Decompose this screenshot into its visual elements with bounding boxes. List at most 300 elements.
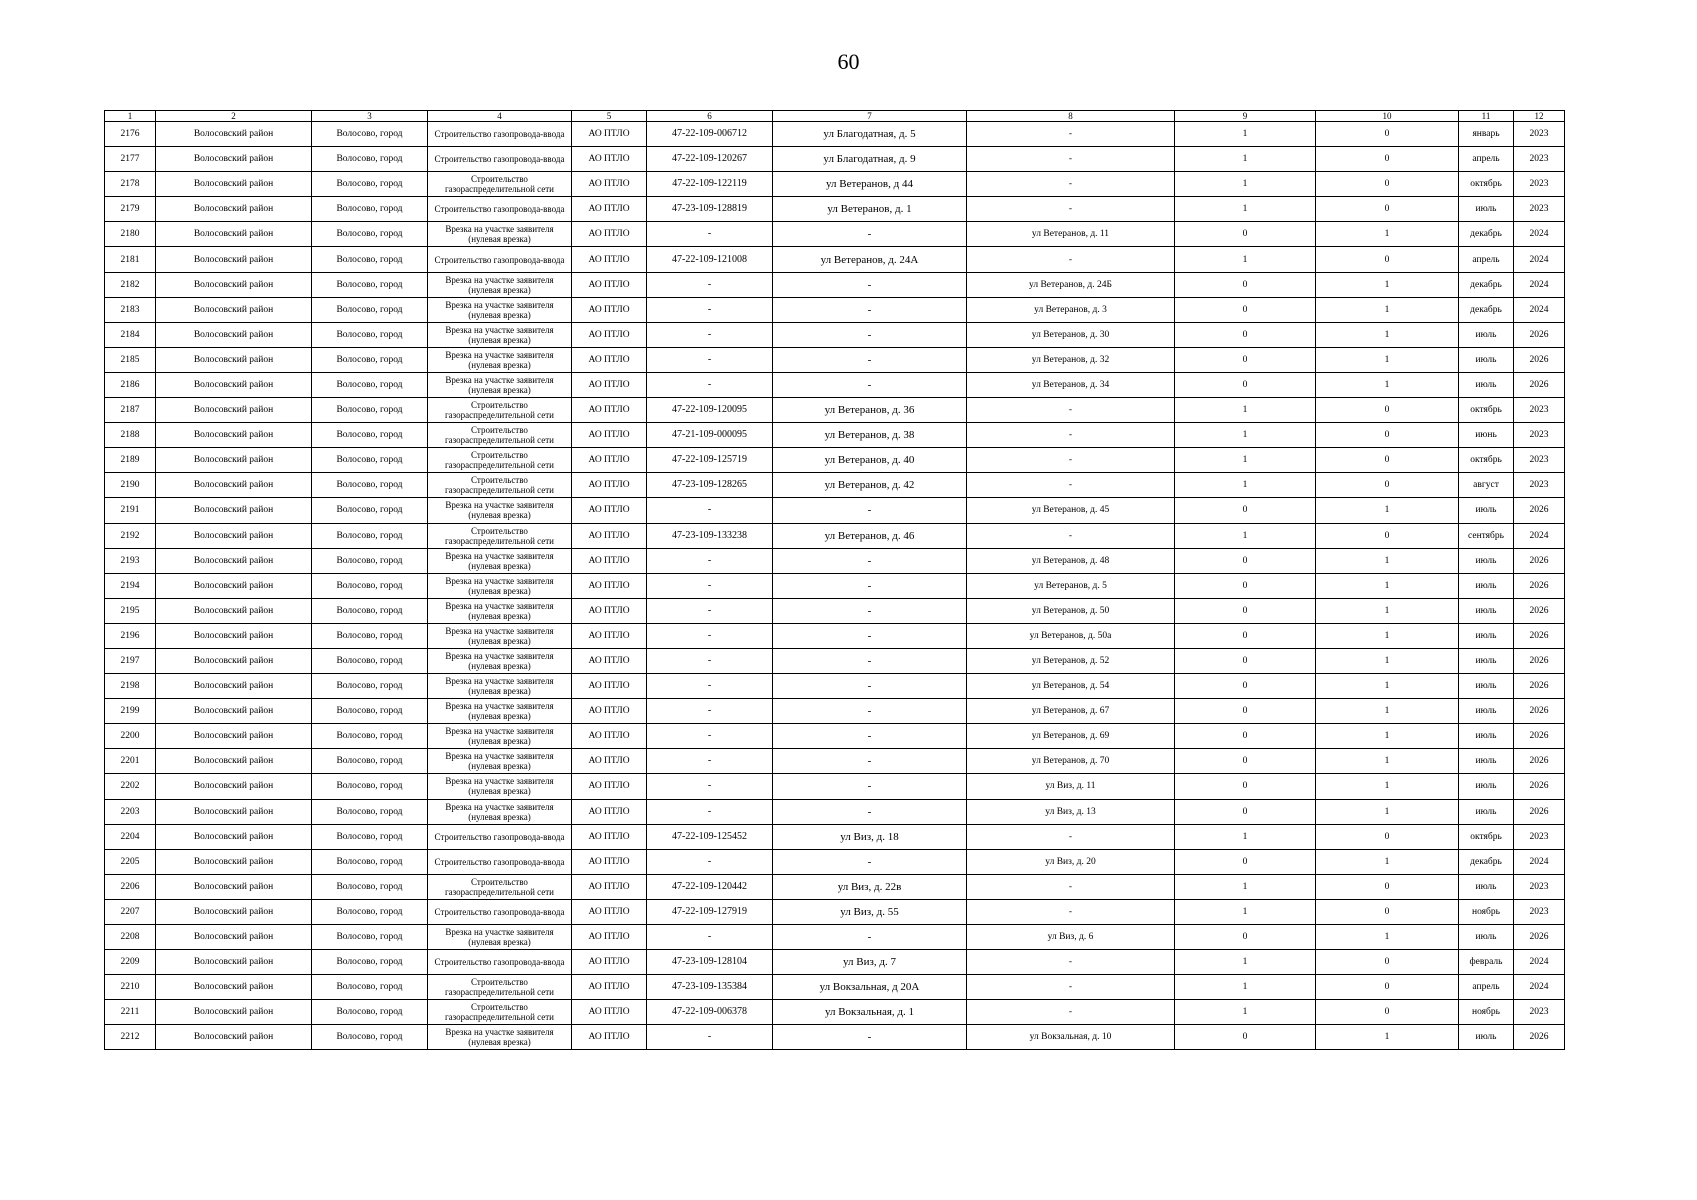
cell-district: Волосовский район <box>156 874 312 899</box>
cell-connection-address: ул Ветеранов, д. 70 <box>967 749 1175 774</box>
cell-month: февраль <box>1459 950 1514 975</box>
cell-district: Волосовский район <box>156 423 312 448</box>
cell-count-construction: 0 <box>1175 799 1316 824</box>
table-row <box>105 824 1565 849</box>
table-row <box>105 573 1565 598</box>
cell-work-type: Врезка на участке заявителя (нулевая врезка) <box>428 925 572 950</box>
cell-count-construction: 1 <box>1175 147 1316 172</box>
cell-settlement: Волосово, город <box>312 1000 428 1025</box>
cell-district: Волосовский район <box>156 824 312 849</box>
cell-district: Волосовский район <box>156 598 312 623</box>
cell-organization: АО ПТЛО <box>572 398 647 423</box>
table-row <box>105 498 1565 523</box>
cell-contract-number: 47-21-109-000095 <box>647 423 773 448</box>
cell-settlement: Волосово, город <box>312 598 428 623</box>
cell-count-tie-in: 1 <box>1316 297 1459 322</box>
cell-district: Волосовский район <box>156 523 312 548</box>
cell-count-tie-in: 0 <box>1316 899 1459 924</box>
cell-count-construction: 1 <box>1175 523 1316 548</box>
cell-work-type: Врезка на участке заявителя (нулевая врезка) <box>428 749 572 774</box>
cell-row-number: 2193 <box>105 548 156 573</box>
cell-contract-number: 47-22-109-006712 <box>647 122 773 147</box>
cell-settlement: Волосово, город <box>312 749 428 774</box>
cell-object-address: - <box>773 297 967 322</box>
cell-object-address: - <box>773 322 967 347</box>
cell-connection-address: - <box>967 423 1175 448</box>
cell-contract-number: - <box>647 749 773 774</box>
cell-organization: АО ПТЛО <box>572 899 647 924</box>
cell-object-address: ул Вокзальная, д. 1 <box>773 1000 967 1025</box>
cell-count-tie-in: 1 <box>1316 925 1459 950</box>
cell-month: июль <box>1459 724 1514 749</box>
cell-object-address: - <box>773 648 967 673</box>
cell-year: 2024 <box>1514 849 1565 874</box>
cell-row-number: 2212 <box>105 1025 156 1050</box>
cell-contract-number: 47-22-109-121008 <box>647 247 773 272</box>
cell-district: Волосовский район <box>156 297 312 322</box>
cell-row-number: 2178 <box>105 172 156 197</box>
cell-work-type: Строительство газопровода-ввода <box>428 849 572 874</box>
cell-connection-address: - <box>967 398 1175 423</box>
cell-contract-number: 47-23-109-128265 <box>647 473 773 498</box>
cell-object-address: - <box>773 849 967 874</box>
cell-count-tie-in: 0 <box>1316 423 1459 448</box>
cell-settlement: Волосово, город <box>312 874 428 899</box>
cell-connection-address: ул Ветеранов, д. 48 <box>967 548 1175 573</box>
cell-work-type: Врезка на участке заявителя (нулевая врезка) <box>428 548 572 573</box>
table-row <box>105 598 1565 623</box>
cell-contract-number: 47-23-109-133238 <box>647 523 773 548</box>
cell-month: июль <box>1459 774 1514 799</box>
cell-count-tie-in: 1 <box>1316 573 1459 598</box>
cell-year: 2026 <box>1514 925 1565 950</box>
cell-object-address: - <box>773 724 967 749</box>
cell-row-number: 2195 <box>105 598 156 623</box>
cell-connection-address: - <box>967 197 1175 222</box>
cell-connection-address: - <box>967 448 1175 473</box>
cell-count-construction: 1 <box>1175 1000 1316 1025</box>
cell-work-type: Строительство газораспределительной сети <box>428 398 572 423</box>
cell-district: Волосовский район <box>156 172 312 197</box>
cell-settlement: Волосово, город <box>312 172 428 197</box>
cell-organization: АО ПТЛО <box>572 975 647 1000</box>
cell-count-tie-in: 0 <box>1316 824 1459 849</box>
cell-object-address: ул Ветеранов, д. 1 <box>773 197 967 222</box>
table-row <box>105 899 1565 924</box>
cell-year: 2026 <box>1514 573 1565 598</box>
cell-connection-address: - <box>967 899 1175 924</box>
cell-settlement: Волосово, город <box>312 824 428 849</box>
cell-object-address: - <box>773 548 967 573</box>
cell-settlement: Волосово, город <box>312 1025 428 1050</box>
cell-count-tie-in: 1 <box>1316 347 1459 372</box>
cell-settlement: Волосово, город <box>312 548 428 573</box>
cell-row-number: 2187 <box>105 398 156 423</box>
cell-row-number: 2183 <box>105 297 156 322</box>
cell-district: Волосовский район <box>156 648 312 673</box>
cell-row-number: 2210 <box>105 975 156 1000</box>
cell-district: Волосовский район <box>156 347 312 372</box>
cell-row-number: 2211 <box>105 1000 156 1025</box>
cell-count-construction: 1 <box>1175 172 1316 197</box>
cell-contract-number: - <box>647 573 773 598</box>
cell-count-construction: 0 <box>1175 222 1316 247</box>
cell-organization: АО ПТЛО <box>572 824 647 849</box>
cell-district: Волосовский район <box>156 699 312 724</box>
cell-count-construction: 1 <box>1175 122 1316 147</box>
cell-row-number: 2188 <box>105 423 156 448</box>
cell-count-construction: 0 <box>1175 674 1316 699</box>
cell-count-construction: 1 <box>1175 448 1316 473</box>
cell-object-address: ул Ветеранов, д. 24А <box>773 247 967 272</box>
cell-connection-address: ул Вокзальная, д. 10 <box>967 1025 1175 1050</box>
cell-row-number: 2176 <box>105 122 156 147</box>
cell-contract-number: - <box>647 674 773 699</box>
cell-row-number: 2201 <box>105 749 156 774</box>
cell-connection-address: ул Ветеранов, д. 34 <box>967 372 1175 397</box>
cell-count-tie-in: 0 <box>1316 1000 1459 1025</box>
cell-month: июль <box>1459 498 1514 523</box>
cell-work-type: Врезка на участке заявителя (нулевая врезка) <box>428 347 572 372</box>
cell-month: ноябрь <box>1459 1000 1514 1025</box>
cell-contract-number: - <box>647 648 773 673</box>
cell-count-construction: 0 <box>1175 724 1316 749</box>
cell-settlement: Волосово, город <box>312 623 428 648</box>
cell-settlement: Волосово, город <box>312 498 428 523</box>
cell-year: 2026 <box>1514 322 1565 347</box>
cell-contract-number: - <box>647 774 773 799</box>
cell-district: Волосовский район <box>156 1000 312 1025</box>
cell-settlement: Волосово, город <box>312 448 428 473</box>
cell-month: апрель <box>1459 147 1514 172</box>
cell-district: Волосовский район <box>156 925 312 950</box>
cell-count-construction: 1 <box>1175 975 1316 1000</box>
cell-connection-address: - <box>967 122 1175 147</box>
cell-settlement: Волосово, город <box>312 222 428 247</box>
cell-object-address: ул Виз, д. 7 <box>773 950 967 975</box>
cell-count-tie-in: 0 <box>1316 874 1459 899</box>
cell-connection-address: ул Ветеранов, д. 69 <box>967 724 1175 749</box>
column-header: 2 <box>156 111 312 122</box>
table-row <box>105 423 1565 448</box>
cell-organization: АО ПТЛО <box>572 849 647 874</box>
cell-count-construction: 1 <box>1175 423 1316 448</box>
cell-district: Волосовский район <box>156 724 312 749</box>
cell-count-construction: 0 <box>1175 648 1316 673</box>
cell-count-construction: 0 <box>1175 925 1316 950</box>
cell-object-address: - <box>773 1025 967 1050</box>
cell-month: июль <box>1459 372 1514 397</box>
cell-connection-address: - <box>967 247 1175 272</box>
cell-year: 2023 <box>1514 1000 1565 1025</box>
cell-month: июль <box>1459 347 1514 372</box>
cell-month: июль <box>1459 749 1514 774</box>
cell-contract-number: 47-23-109-128104 <box>647 950 773 975</box>
cell-count-tie-in: 1 <box>1316 623 1459 648</box>
cell-object-address: - <box>773 498 967 523</box>
cell-contract-number: - <box>647 372 773 397</box>
cell-row-number: 2185 <box>105 347 156 372</box>
cell-object-address: ул Виз, д. 55 <box>773 899 967 924</box>
column-header: 7 <box>773 111 967 122</box>
cell-month: декабрь <box>1459 272 1514 297</box>
cell-organization: АО ПТЛО <box>572 372 647 397</box>
cell-district: Волосовский район <box>156 473 312 498</box>
cell-work-type: Врезка на участке заявителя (нулевая врезка) <box>428 648 572 673</box>
cell-organization: АО ПТЛО <box>572 122 647 147</box>
cell-contract-number: 47-22-109-125452 <box>647 824 773 849</box>
cell-connection-address: ул Виз, д. 13 <box>967 799 1175 824</box>
cell-district: Волосовский район <box>156 247 312 272</box>
cell-count-construction: 0 <box>1175 623 1316 648</box>
cell-month: декабрь <box>1459 849 1514 874</box>
cell-district: Волосовский район <box>156 222 312 247</box>
cell-district: Волосовский район <box>156 548 312 573</box>
cell-work-type: Строительство газораспределительной сети <box>428 172 572 197</box>
cell-month: июль <box>1459 623 1514 648</box>
cell-object-address: ул Благодатная, д. 5 <box>773 122 967 147</box>
cell-count-construction: 0 <box>1175 297 1316 322</box>
cell-work-type: Строительство газораспределительной сети <box>428 423 572 448</box>
table-row <box>105 147 1565 172</box>
cell-organization: АО ПТЛО <box>572 598 647 623</box>
cell-organization: АО ПТЛО <box>572 523 647 548</box>
cell-object-address: - <box>773 774 967 799</box>
cell-count-tie-in: 1 <box>1316 699 1459 724</box>
cell-count-tie-in: 0 <box>1316 172 1459 197</box>
cell-month: июль <box>1459 648 1514 673</box>
cell-connection-address: ул Ветеранов, д. 5 <box>967 573 1175 598</box>
cell-month: сентябрь <box>1459 523 1514 548</box>
cell-object-address: ул Благодатная, д. 9 <box>773 147 967 172</box>
cell-settlement: Волосово, город <box>312 648 428 673</box>
cell-settlement: Волосово, город <box>312 423 428 448</box>
table-row <box>105 874 1565 899</box>
column-header: 3 <box>312 111 428 122</box>
cell-contract-number: - <box>647 925 773 950</box>
table-row <box>105 272 1565 297</box>
cell-object-address: - <box>773 347 967 372</box>
cell-district: Волосовский район <box>156 272 312 297</box>
cell-count-tie-in: 0 <box>1316 975 1459 1000</box>
cell-object-address: ул Виз, д. 22в <box>773 874 967 899</box>
cell-row-number: 2194 <box>105 573 156 598</box>
cell-count-tie-in: 1 <box>1316 674 1459 699</box>
cell-contract-number: 47-22-109-127919 <box>647 899 773 924</box>
cell-count-construction: 0 <box>1175 272 1316 297</box>
cell-work-type: Строительство газораспределительной сети <box>428 874 572 899</box>
cell-connection-address: ул Ветеранов, д. 24Б <box>967 272 1175 297</box>
cell-row-number: 2192 <box>105 523 156 548</box>
table-row <box>105 1000 1565 1025</box>
cell-work-type: Врезка на участке заявителя (нулевая врезка) <box>428 1025 572 1050</box>
cell-contract-number: - <box>647 347 773 372</box>
cell-work-type: Врезка на участке заявителя (нулевая врезка) <box>428 699 572 724</box>
cell-count-construction: 0 <box>1175 849 1316 874</box>
cell-count-tie-in: 1 <box>1316 548 1459 573</box>
cell-connection-address: ул Ветеранов, д. 30 <box>967 322 1175 347</box>
cell-settlement: Волосово, город <box>312 799 428 824</box>
cell-object-address: - <box>773 272 967 297</box>
cell-contract-number: - <box>647 849 773 874</box>
cell-contract-number: 47-22-109-122119 <box>647 172 773 197</box>
cell-organization: АО ПТЛО <box>572 724 647 749</box>
cell-month: октябрь <box>1459 398 1514 423</box>
cell-object-address: - <box>773 925 967 950</box>
cell-count-tie-in: 1 <box>1316 598 1459 623</box>
cell-contract-number: 47-22-109-006378 <box>647 1000 773 1025</box>
cell-month: июль <box>1459 548 1514 573</box>
cell-settlement: Волосово, город <box>312 297 428 322</box>
cell-work-type: Строительство газораспределительной сети <box>428 473 572 498</box>
cell-count-tie-in: 1 <box>1316 498 1459 523</box>
cell-work-type: Врезка на участке заявителя (нулевая врезка) <box>428 322 572 347</box>
cell-year: 2026 <box>1514 799 1565 824</box>
cell-organization: АО ПТЛО <box>572 473 647 498</box>
cell-object-address: - <box>773 222 967 247</box>
cell-year: 2023 <box>1514 423 1565 448</box>
table-row <box>105 197 1565 222</box>
table-row <box>105 297 1565 322</box>
cell-row-number: 2199 <box>105 699 156 724</box>
table-row <box>105 372 1565 397</box>
cell-connection-address: - <box>967 975 1175 1000</box>
cell-year: 2024 <box>1514 272 1565 297</box>
table-row <box>105 347 1565 372</box>
cell-district: Волосовский район <box>156 448 312 473</box>
cell-row-number: 2182 <box>105 272 156 297</box>
cell-row-number: 2203 <box>105 799 156 824</box>
cell-year: 2026 <box>1514 648 1565 673</box>
cell-work-type: Врезка на участке заявителя (нулевая врезка) <box>428 372 572 397</box>
cell-work-type: Врезка на участке заявителя (нулевая врезка) <box>428 573 572 598</box>
cell-object-address: ул Ветеранов, д. 38 <box>773 423 967 448</box>
cell-count-tie-in: 1 <box>1316 372 1459 397</box>
cell-settlement: Волосово, город <box>312 122 428 147</box>
cell-object-address: ул Ветеранов, д 44 <box>773 172 967 197</box>
cell-connection-address: ул Ветеранов, д. 52 <box>967 648 1175 673</box>
cell-count-construction: 0 <box>1175 749 1316 774</box>
cell-work-type: Строительство газораспределительной сети <box>428 448 572 473</box>
cell-contract-number: - <box>647 222 773 247</box>
cell-year: 2026 <box>1514 774 1565 799</box>
cell-object-address: ул Виз, д. 18 <box>773 824 967 849</box>
cell-month: октябрь <box>1459 172 1514 197</box>
cell-work-type: Врезка на участке заявителя (нулевая врезка) <box>428 222 572 247</box>
cell-organization: АО ПТЛО <box>572 272 647 297</box>
table-row <box>105 799 1565 824</box>
cell-settlement: Волосово, город <box>312 674 428 699</box>
cell-connection-address: ул Ветеранов, д. 67 <box>967 699 1175 724</box>
registry-table <box>104 110 1565 1050</box>
column-header: 9 <box>1175 111 1316 122</box>
cell-work-type: Строительство газопровода-ввода <box>428 147 572 172</box>
cell-district: Волосовский район <box>156 950 312 975</box>
cell-contract-number: 47-22-109-120442 <box>647 874 773 899</box>
cell-month: декабрь <box>1459 222 1514 247</box>
cell-object-address: ул Вокзальная, д 20А <box>773 975 967 1000</box>
cell-settlement: Волосово, город <box>312 147 428 172</box>
cell-connection-address: - <box>967 1000 1175 1025</box>
cell-organization: АО ПТЛО <box>572 448 647 473</box>
cell-count-construction: 0 <box>1175 699 1316 724</box>
cell-month: июль <box>1459 197 1514 222</box>
cell-settlement: Волосово, город <box>312 523 428 548</box>
cell-work-type: Строительство газораспределительной сети <box>428 1000 572 1025</box>
cell-count-construction: 1 <box>1175 824 1316 849</box>
cell-district: Волосовский район <box>156 899 312 924</box>
cell-connection-address: ул Ветеранов, д. 45 <box>967 498 1175 523</box>
cell-count-tie-in: 1 <box>1316 849 1459 874</box>
cell-month: декабрь <box>1459 297 1514 322</box>
cell-organization: АО ПТЛО <box>572 172 647 197</box>
column-header: 4 <box>428 111 572 122</box>
cell-month: июль <box>1459 699 1514 724</box>
cell-connection-address: - <box>967 874 1175 899</box>
cell-year: 2026 <box>1514 1025 1565 1050</box>
column-header: 10 <box>1316 111 1459 122</box>
cell-row-number: 2208 <box>105 925 156 950</box>
cell-work-type: Строительство газораспределительной сети <box>428 523 572 548</box>
column-header: 8 <box>967 111 1175 122</box>
cell-row-number: 2204 <box>105 824 156 849</box>
cell-object-address: - <box>773 573 967 598</box>
cell-row-number: 2209 <box>105 950 156 975</box>
table-row <box>105 322 1565 347</box>
cell-month: апрель <box>1459 975 1514 1000</box>
cell-row-number: 2189 <box>105 448 156 473</box>
cell-organization: АО ПТЛО <box>572 297 647 322</box>
table-row <box>105 849 1565 874</box>
cell-object-address: - <box>773 372 967 397</box>
cell-district: Волосовский район <box>156 147 312 172</box>
cell-year: 2026 <box>1514 623 1565 648</box>
table-row <box>105 774 1565 799</box>
cell-settlement: Волосово, город <box>312 398 428 423</box>
cell-organization: АО ПТЛО <box>572 197 647 222</box>
cell-work-type: Строительство газопровода-ввода <box>428 247 572 272</box>
cell-month: август <box>1459 473 1514 498</box>
cell-count-construction: 0 <box>1175 774 1316 799</box>
cell-count-tie-in: 0 <box>1316 473 1459 498</box>
cell-organization: АО ПТЛО <box>572 874 647 899</box>
cell-contract-number: 47-22-109-120095 <box>647 398 773 423</box>
cell-organization: АО ПТЛО <box>572 925 647 950</box>
cell-row-number: 2205 <box>105 849 156 874</box>
cell-connection-address: ул Ветеранов, д. 11 <box>967 222 1175 247</box>
cell-work-type: Врезка на участке заявителя (нулевая врезка) <box>428 799 572 824</box>
cell-count-tie-in: 1 <box>1316 774 1459 799</box>
cell-work-type: Врезка на участке заявителя (нулевая врезка) <box>428 774 572 799</box>
cell-year: 2023 <box>1514 147 1565 172</box>
cell-contract-number: - <box>647 272 773 297</box>
cell-year: 2024 <box>1514 950 1565 975</box>
cell-district: Волосовский район <box>156 749 312 774</box>
table-row <box>105 247 1565 272</box>
cell-organization: АО ПТЛО <box>572 548 647 573</box>
cell-contract-number: - <box>647 322 773 347</box>
cell-district: Волосовский район <box>156 774 312 799</box>
cell-connection-address: - <box>967 824 1175 849</box>
cell-settlement: Волосово, город <box>312 322 428 347</box>
cell-month: июль <box>1459 598 1514 623</box>
table-row <box>105 950 1565 975</box>
cell-settlement: Волосово, город <box>312 272 428 297</box>
cell-count-construction: 1 <box>1175 473 1316 498</box>
cell-count-tie-in: 1 <box>1316 222 1459 247</box>
cell-row-number: 2186 <box>105 372 156 397</box>
cell-year: 2026 <box>1514 347 1565 372</box>
